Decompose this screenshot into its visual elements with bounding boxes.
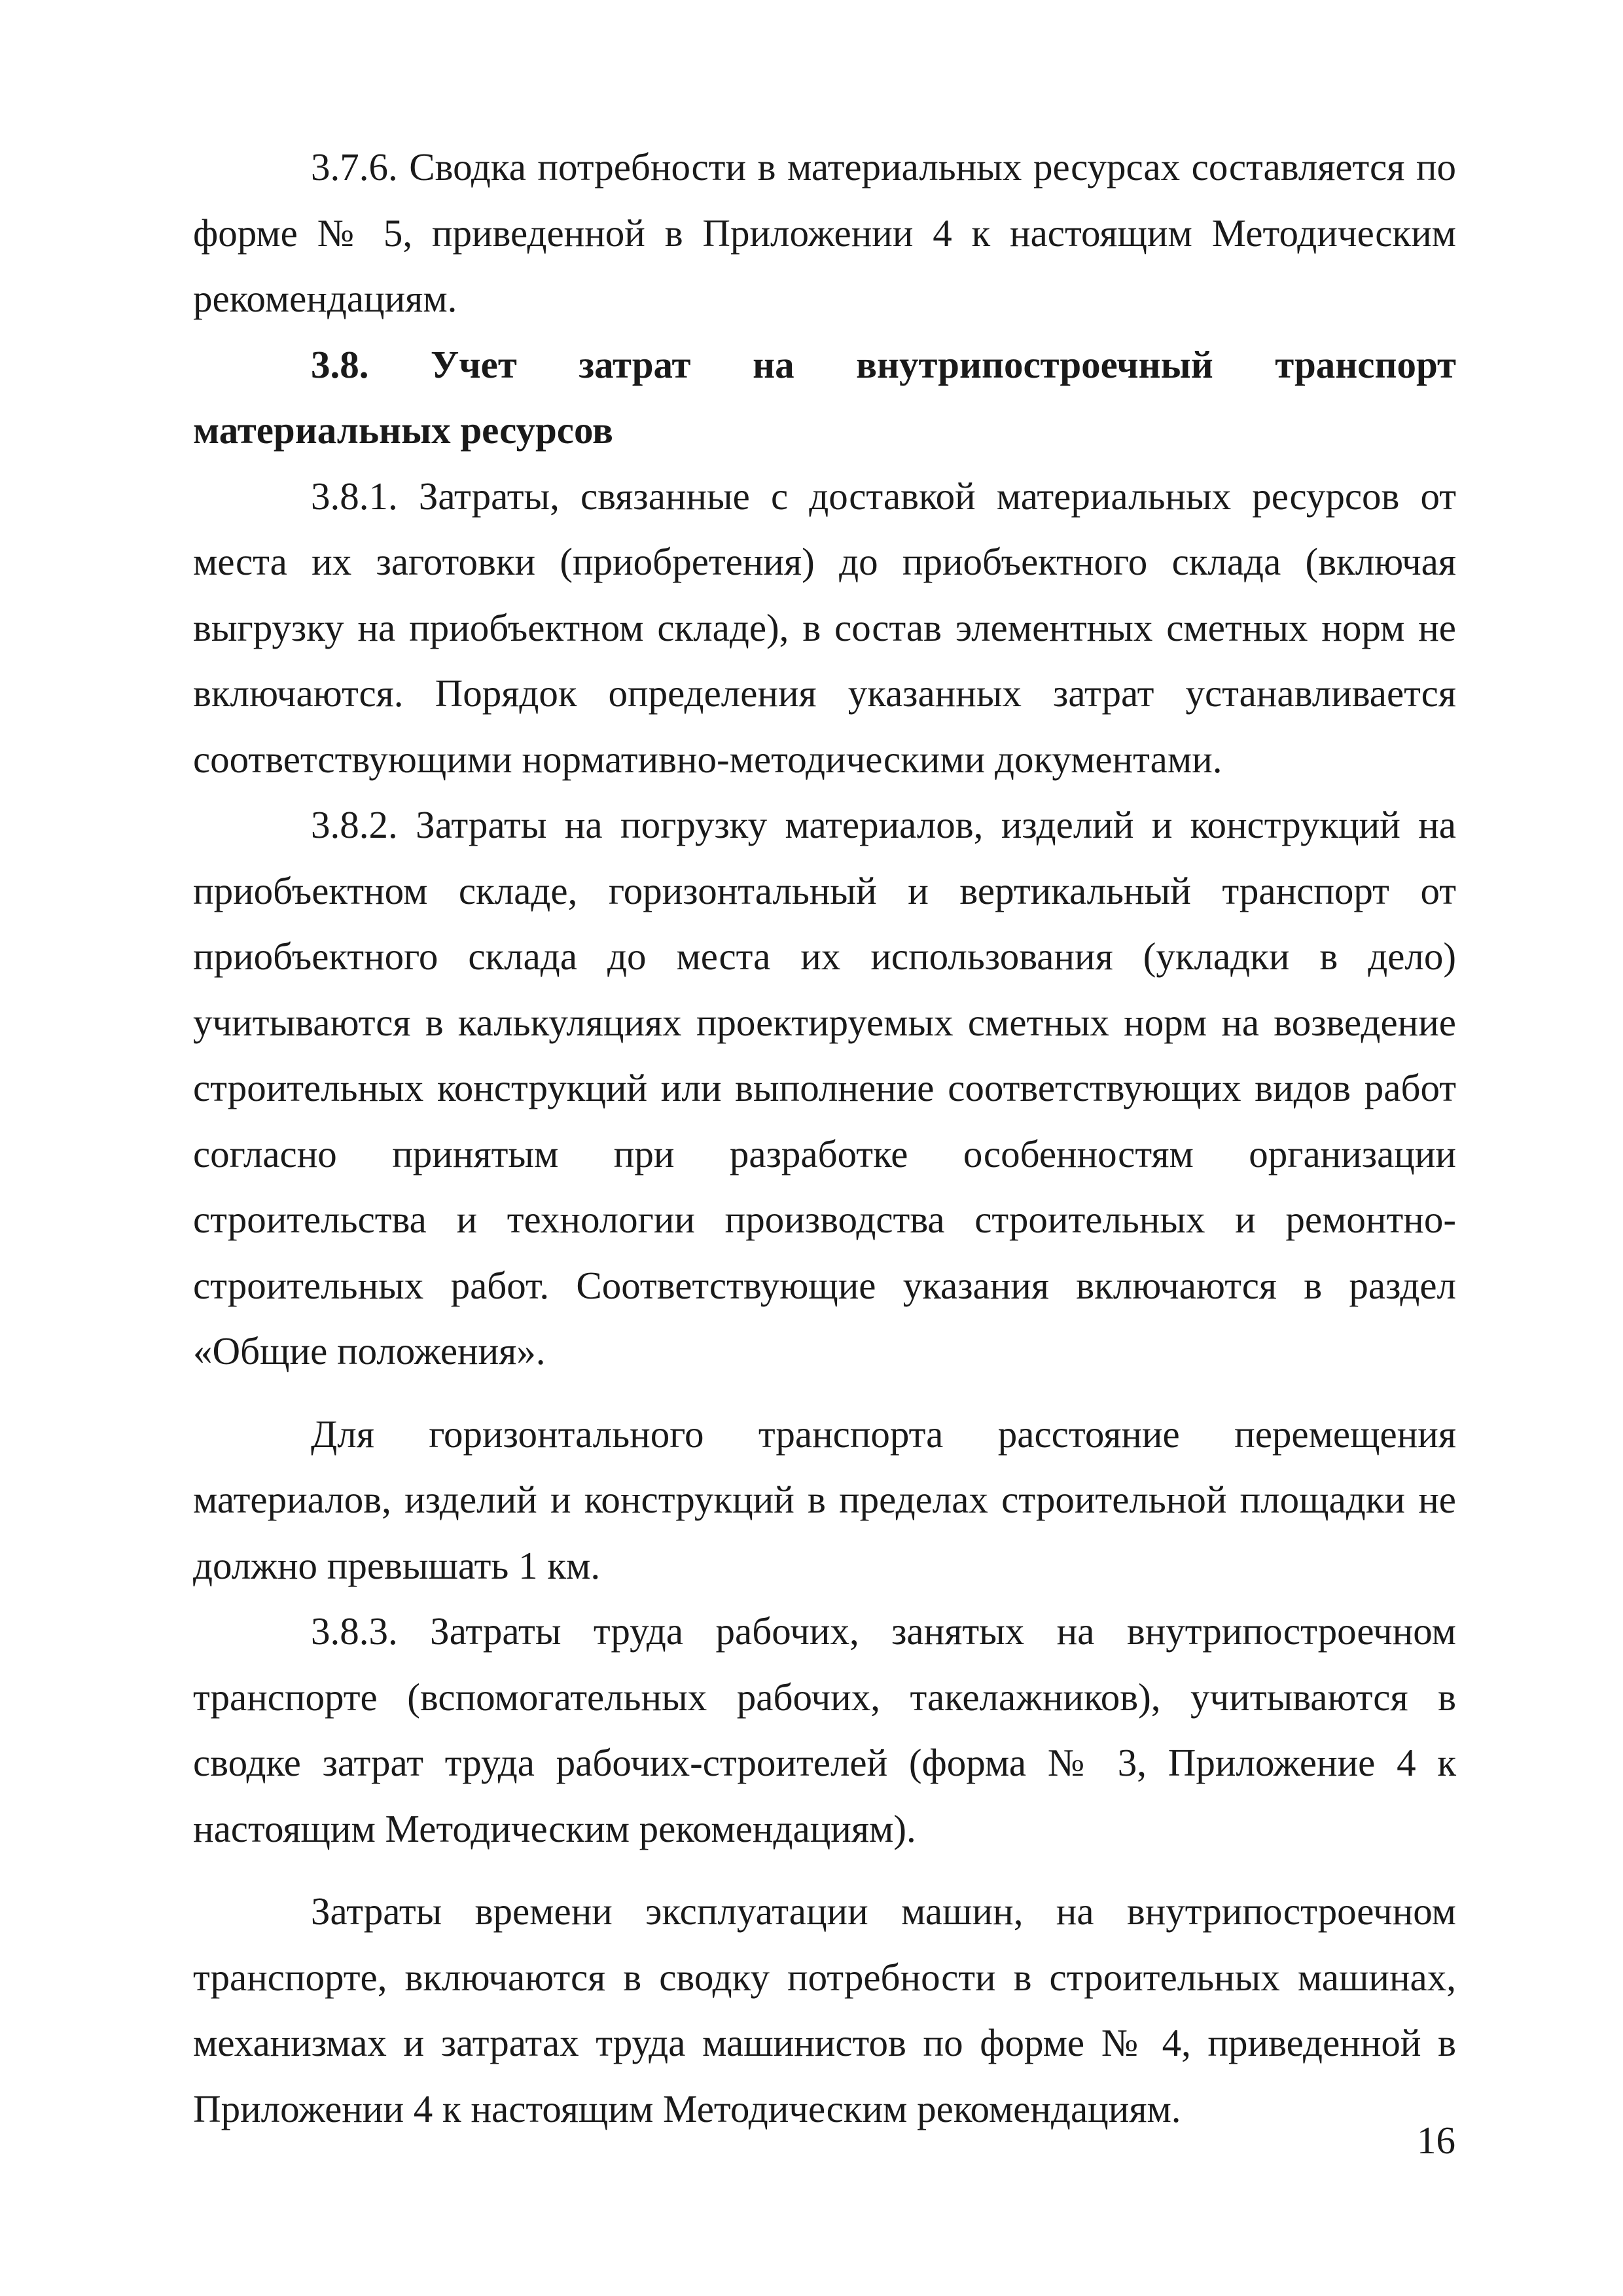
document-page bbox=[193, 134, 1456, 2142]
paragraph-horizontal-transport: Для горизонтального транспорта расстояние перемещения материалов, изделий и конструкций в пределах строительной площадки не должно превышать 1 км. bbox=[193, 1412, 1456, 1587]
paragraph-3-7-6: 3.7.6. Сводка потребности в материальных ресурсах составляется по форме № 5, приведенной в Приложении 4 к настоящим Методическим рекомендациям. bbox=[193, 145, 1456, 320]
section-heading-3-8: 3.8. Учет затрат на внутрипостроечный транспорт материальных ресурсов bbox=[193, 342, 1456, 452]
paragraph-3-8-1: 3.8.1. Затраты, связанные с доставкой материальных ресурсов от места их заготовки (приобретения) до приобъектного склада (включая выгрузку на приобъектном складе), в состав элементных сметных норм не включаются. Порядок определения указанных затрат устанавливается соответствующими нормативно-методическими документами. bbox=[193, 474, 1456, 781]
page-number: 16 bbox=[1417, 2119, 1455, 2162]
paragraph-machine-costs: Затраты времени эксплуатации машин, на внутрипостроечном транспорте, включаются в сводку потребности в строительных машинах, механизмах и затратах труда машинистов по форме № 4, приведенной в Приложении 4 к настоящим Методическим рекомендациям. bbox=[193, 1890, 1456, 2130]
paragraph-3-8-3: 3.8.3. Затраты труда рабочих, занятых на внутрипостроечном транспорте (вспомогательных рабочих, такелажников), учитываются в сводке затрат труда рабочих-строителей (форма № 3, Приложение 4 к настоящим Методическим рекомендациям). bbox=[193, 1609, 1456, 1850]
paragraph-3-8-2: 3.8.2. Затраты на погрузку материалов, изделий и конструкций на приобъектном складе, горизонтальный и вертикальный транспорт от приобъектного склада до места их использования (укладки в дело) учитываются в калькуляциях проектируемых сметных норм на возведение строительных конструкций или выполнение соответствующих видов работ согласно принятым при разработке особенностям организации строительства и технологии производства строительных и ремонтно-строительных работ. Соответствующие указания включаются в раздел «Общие положения». bbox=[193, 803, 1456, 1372]
